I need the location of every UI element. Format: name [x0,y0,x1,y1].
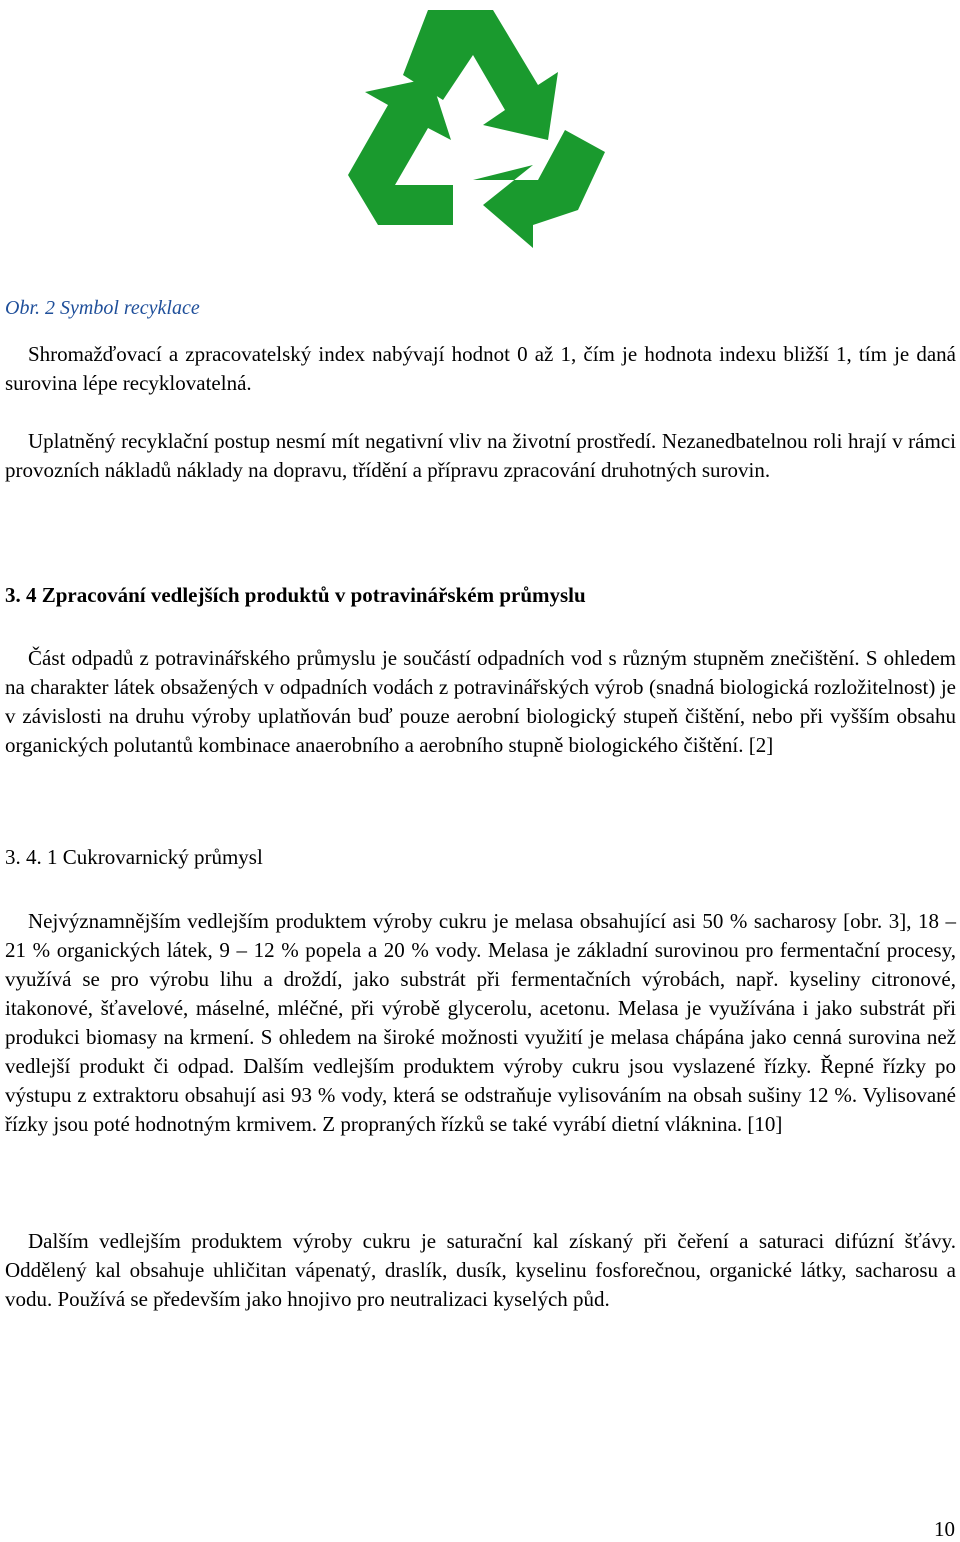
paragraph-index: Shromažďovací a zpracovatelský index nabývají hodnot 0 až 1, čím je hodnota indexu bližší 1, tím je daná surovina lépe recyklovatelná. [5,342,956,395]
paragraph-wastewater: Část odpadů z potravinářského průmyslu je součástí odpadních vod s různým stupněm znečištění. S ohledem na charakter látek obsažených v odpadních vodách z potravinářských výrob (snadná biologická rozložitelnost) je v závislosti na druhu výroby uplatňován buď pouze aerobní biologický stupeň čištění, nebo při vyšším obsahu organických polutantů kombinace anaerobního a aerobního stupně biologického čištění. [2] [5,646,956,757]
paragraph-environment: Uplatněný recyklační postup nesmí mít negativní vliv na životní prostředí. Nezanedbatelnou roli hrají v rámci provozních nákladů náklady na dopravu, třídění a přípravu zpracování druhotných surovin. [5,429,956,482]
paragraph-molasses: Nejvýznamnějším vedlejším produktem výroby cukru je melasa obsahující asi 50 % sacharosy [obr. 3], 18 – 21 % organických látek, 9 – 12 % popela a 20 % vody. Melasa je základní surovinou pro fermentační procesy, využívá se pro výrobu lihu a droždí, jako substrát při fermentačních výrobách, např. kyseliny citronové, itakonové, šťavelové, máselné, mléčné, při výrobě glycerolu, acetonu. Melasa je využívána i jako substrát při produkci biomasy na krmení. S ohledem na široké možnosti využití je melasa chápána jako cenná surovina než vedlejší produkt či odpad. Dalším vedlejším produktem výroby cukru jsou vyslazené řízky. Řepné řízky po výstupu z extraktoru obsahují asi 93 % vody, která se odstraňuje vylisováním na obsah sušiny 12 %. Vylisované řízky jsou poté hodnotným krmivem. Z propraných řízků se také vyrábí dietní vláknina. [10] [5,909,956,1136]
subsection-heading: 3. 4. 1 Cukrovarnický průmysl [5,845,263,869]
paragraph-saturation-sludge: Dalším vedlejším produktem výroby cukru je saturační kal získaný při čeření a saturaci difúzní šťávy. Oddělený kal obsahuje uhličitan vápenatý, draslík, dusík, kyselinu fosforečnou, organické látky, sacharosu a vodu. Používá se především jako hnojivo pro neutralizaci kyselých půd. [5,1229,956,1311]
section-heading: 3. 4 Zpracování vedlejších produktů v potravinářském průmyslu [5,583,586,607]
recycle-symbol-icon [333,0,618,270]
figure-caption: Obr. 2 Symbol recyklace [5,297,200,319]
page-number: 10 [934,1517,955,1541]
